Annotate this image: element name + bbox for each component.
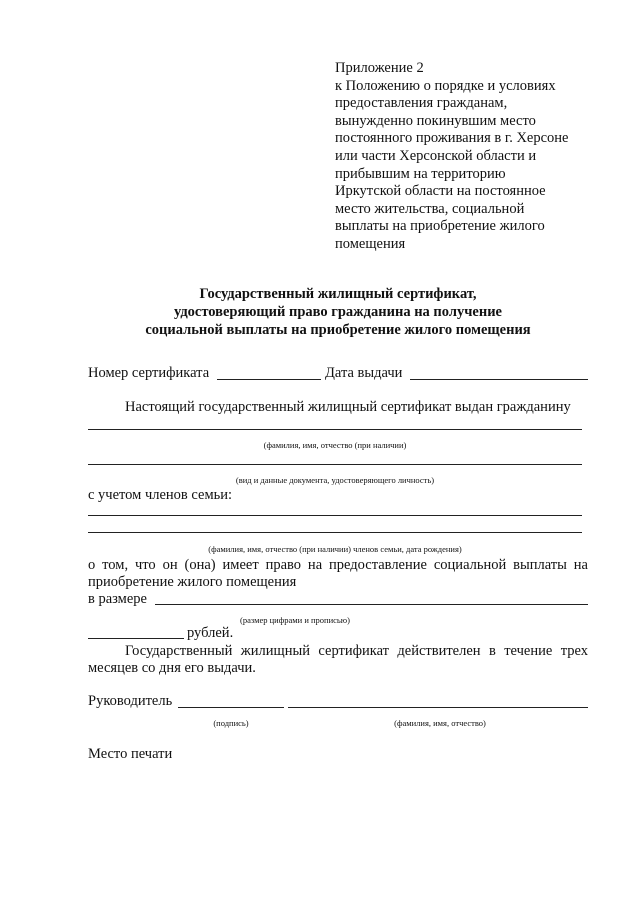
signature-field[interactable] xyxy=(178,707,284,708)
cert-number-field[interactable] xyxy=(217,379,321,380)
annex-line: Иркутской области на постоянное xyxy=(335,183,546,200)
right-text-line-1: о том, что он (она) имеет право на предоставление социальной выплаты на xyxy=(88,557,588,573)
head-label: Руководитель xyxy=(88,693,173,709)
amount-label: в размере xyxy=(88,591,147,607)
seal-label: Место печати xyxy=(88,746,173,762)
annex-line: вынужденно покинувшим место xyxy=(335,112,536,129)
amount-caption: (размер цифрами и прописью) xyxy=(240,615,350,625)
rubles-field[interactable] xyxy=(88,638,184,639)
issue-date-field[interactable] xyxy=(410,379,588,380)
title-line: удостоверяющий право гражданина на получение xyxy=(173,304,502,320)
amount-field[interactable] xyxy=(155,604,588,605)
annex-line: постоянного проживания в г. Херсоне xyxy=(335,130,569,147)
annex-line: предоставления гражданам, xyxy=(335,95,508,112)
annex-line: место жительства, социальной xyxy=(335,200,525,217)
annex-line: помещения xyxy=(335,235,406,252)
head-fio-field[interactable] xyxy=(288,707,588,708)
annex-line: к Положению о порядке и условиях xyxy=(335,77,556,94)
head-fio-caption: (фамилия, имя, отчество) xyxy=(394,718,486,728)
family-caption: (фамилия, имя, отчество (при наличии) членов семьи, дата рождения) xyxy=(208,544,462,554)
issued-to-text: Настоящий государственный жилищный сертификат выдан гражданину xyxy=(125,399,571,415)
annex-line: Приложение 2 xyxy=(335,60,424,76)
family-field-1[interactable] xyxy=(88,515,582,516)
title-line: социальной выплаты на приобретение жилого помещения xyxy=(145,322,531,338)
issue-date-label: Дата выдачи xyxy=(325,365,403,381)
annex-line: прибывшим на территорию xyxy=(335,165,506,182)
family-label: с учетом членов семьи: xyxy=(88,487,233,503)
document-caption: (вид и данные документа, удостоверяющего личность) xyxy=(235,475,435,485)
annex-header xyxy=(335,60,595,254)
title-line: Государственный жилищный сертификат, xyxy=(199,286,477,302)
right-text-line-2: приобретение жилого помещения xyxy=(88,574,297,590)
validity-line-2: месяцев со дня его выдачи. xyxy=(88,660,256,676)
cert-number-label: Номер сертификата xyxy=(88,365,210,381)
document-field[interactable] xyxy=(88,464,582,465)
family-field-2[interactable] xyxy=(88,532,582,533)
document-title xyxy=(88,285,588,339)
validity-line-1: Государственный жилищный сертификат действителен в течение трех xyxy=(125,643,588,659)
fio-caption: (фамилия, имя, отчество (при наличии) xyxy=(263,440,407,450)
annex-line: выплаты на приобретение жилого xyxy=(335,218,545,235)
rubles-label: рублей. xyxy=(187,625,234,641)
annex-line: или части Херсонской области и xyxy=(335,147,537,164)
fio-field[interactable] xyxy=(88,429,582,430)
signature-caption: (подпись) xyxy=(213,718,249,728)
